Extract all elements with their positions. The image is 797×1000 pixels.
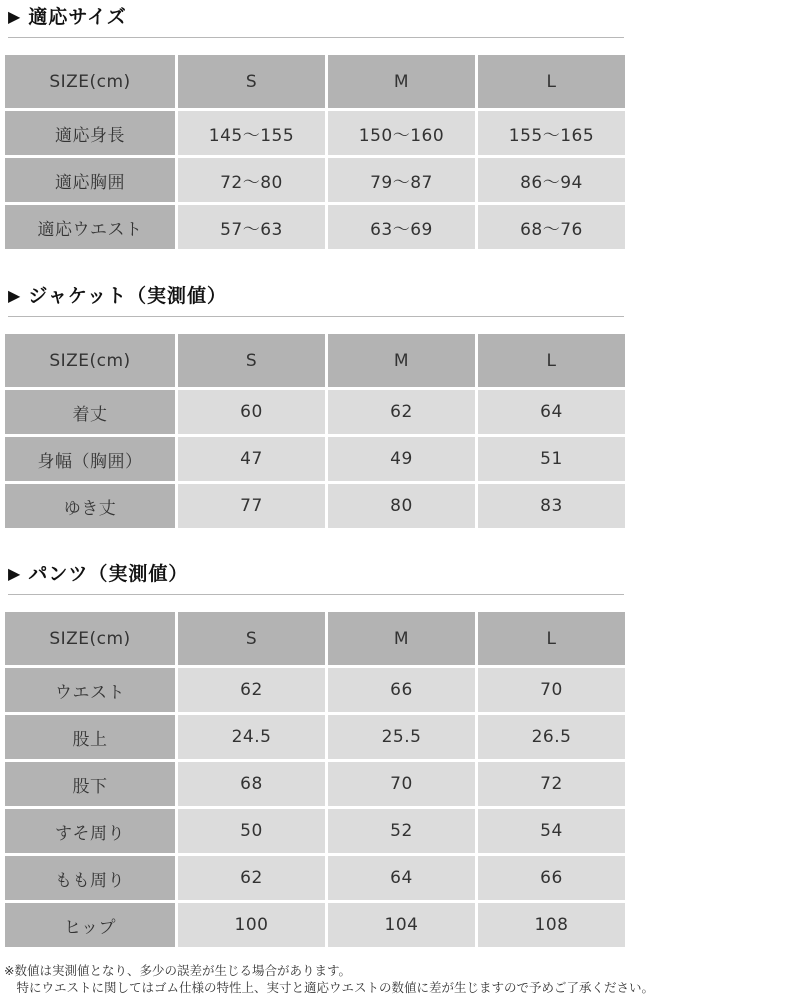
table-row <box>5 903 625 947</box>
section-heading: 適応サイズ <box>28 6 127 28</box>
table-cell: 47 <box>178 437 325 481</box>
footnote-line: 特にウエストに関してはゴム仕様の特性上、実寸と適応ウエストの数値に差が生じますので予めご了承ください。 <box>4 980 655 995</box>
table-row <box>5 856 625 900</box>
header-cell: M <box>328 55 475 108</box>
table-cell: 62 <box>178 856 325 900</box>
table-header-row <box>5 55 625 108</box>
triangle-bullet-icon: ▶ <box>8 564 21 583</box>
table-cell: 155～165 <box>478 111 625 155</box>
row-label: すそ周り <box>5 809 175 853</box>
row-label: もも周り <box>5 856 175 900</box>
table-cell: 52 <box>328 809 475 853</box>
table-cell: 51 <box>478 437 625 481</box>
table-row <box>5 715 625 759</box>
header-cell: S <box>178 334 325 387</box>
table-cell: 24.5 <box>178 715 325 759</box>
table-cell: 66 <box>478 856 625 900</box>
table-header-row <box>5 334 625 387</box>
table-cell: 57～63 <box>178 205 325 249</box>
table-cell: 60 <box>178 390 325 434</box>
table-cell: 62 <box>328 390 475 434</box>
table-cell: 64 <box>478 390 625 434</box>
row-label: 着丈 <box>5 390 175 434</box>
table-cell: 63～69 <box>328 205 475 249</box>
table-cell: 77 <box>178 484 325 528</box>
triangle-bullet-icon: ▶ <box>8 7 21 26</box>
header-cell: S <box>178 612 325 665</box>
header-cell: SIZE(cm) <box>5 612 175 665</box>
header-cell: M <box>328 612 475 665</box>
table-cell: 49 <box>328 437 475 481</box>
table-cell: 70 <box>478 668 625 712</box>
table-row <box>5 437 625 481</box>
table-cell: 50 <box>178 809 325 853</box>
header-cell: SIZE(cm) <box>5 55 175 108</box>
table-row <box>5 762 625 806</box>
row-label: ゆき丈 <box>5 484 175 528</box>
jacket-size-table <box>2 331 628 531</box>
pants-size-table <box>2 609 628 950</box>
table-cell: 25.5 <box>328 715 475 759</box>
row-label: 適応ウエスト <box>5 205 175 249</box>
table-cell: 54 <box>478 809 625 853</box>
table-cell: 80 <box>328 484 475 528</box>
table-cell: 64 <box>328 856 475 900</box>
table-cell: 66 <box>328 668 475 712</box>
section-heading: ジャケット（実測値） <box>28 285 227 307</box>
triangle-bullet-icon: ▶ <box>8 286 21 305</box>
header-cell: S <box>178 55 325 108</box>
section-title-pants <box>8 559 624 595</box>
table-cell: 108 <box>478 903 625 947</box>
row-label: 適応身長 <box>5 111 175 155</box>
row-label: ウエスト <box>5 668 175 712</box>
row-label: ヒップ <box>5 903 175 947</box>
header-cell: L <box>478 55 625 108</box>
table-cell: 83 <box>478 484 625 528</box>
section-title-jacket <box>8 281 624 317</box>
table-cell: 68～76 <box>478 205 625 249</box>
table-cell: 70 <box>328 762 475 806</box>
row-label: 股下 <box>5 762 175 806</box>
table-row <box>5 390 625 434</box>
table-cell: 72～80 <box>178 158 325 202</box>
table-cell: 100 <box>178 903 325 947</box>
table-cell: 26.5 <box>478 715 625 759</box>
fit-size-table <box>2 52 628 252</box>
section-title-fit-size <box>8 2 624 38</box>
header-cell: M <box>328 334 475 387</box>
table-row <box>5 111 625 155</box>
section-heading: パンツ（実測値） <box>28 563 189 585</box>
table-cell: 150～160 <box>328 111 475 155</box>
table-row <box>5 668 625 712</box>
table-header-row <box>5 612 625 665</box>
table-row <box>5 158 625 202</box>
table-row <box>5 484 625 528</box>
table-cell: 145～155 <box>178 111 325 155</box>
header-cell: SIZE(cm) <box>5 334 175 387</box>
row-label: 身幅（胸囲） <box>5 437 175 481</box>
footnote-line: ※数値は実測値となり、多少の誤差が生じる場合があります。 <box>4 963 351 978</box>
row-label: 適応胸囲 <box>5 158 175 202</box>
header-cell: L <box>478 334 625 387</box>
header-cell: L <box>478 612 625 665</box>
table-cell: 68 <box>178 762 325 806</box>
row-label: 股上 <box>5 715 175 759</box>
table-cell: 104 <box>328 903 475 947</box>
table-cell: 62 <box>178 668 325 712</box>
table-row <box>5 205 625 249</box>
table-row <box>5 809 625 853</box>
table-cell: 79～87 <box>328 158 475 202</box>
table-cell: 86～94 <box>478 158 625 202</box>
table-cell: 72 <box>478 762 625 806</box>
